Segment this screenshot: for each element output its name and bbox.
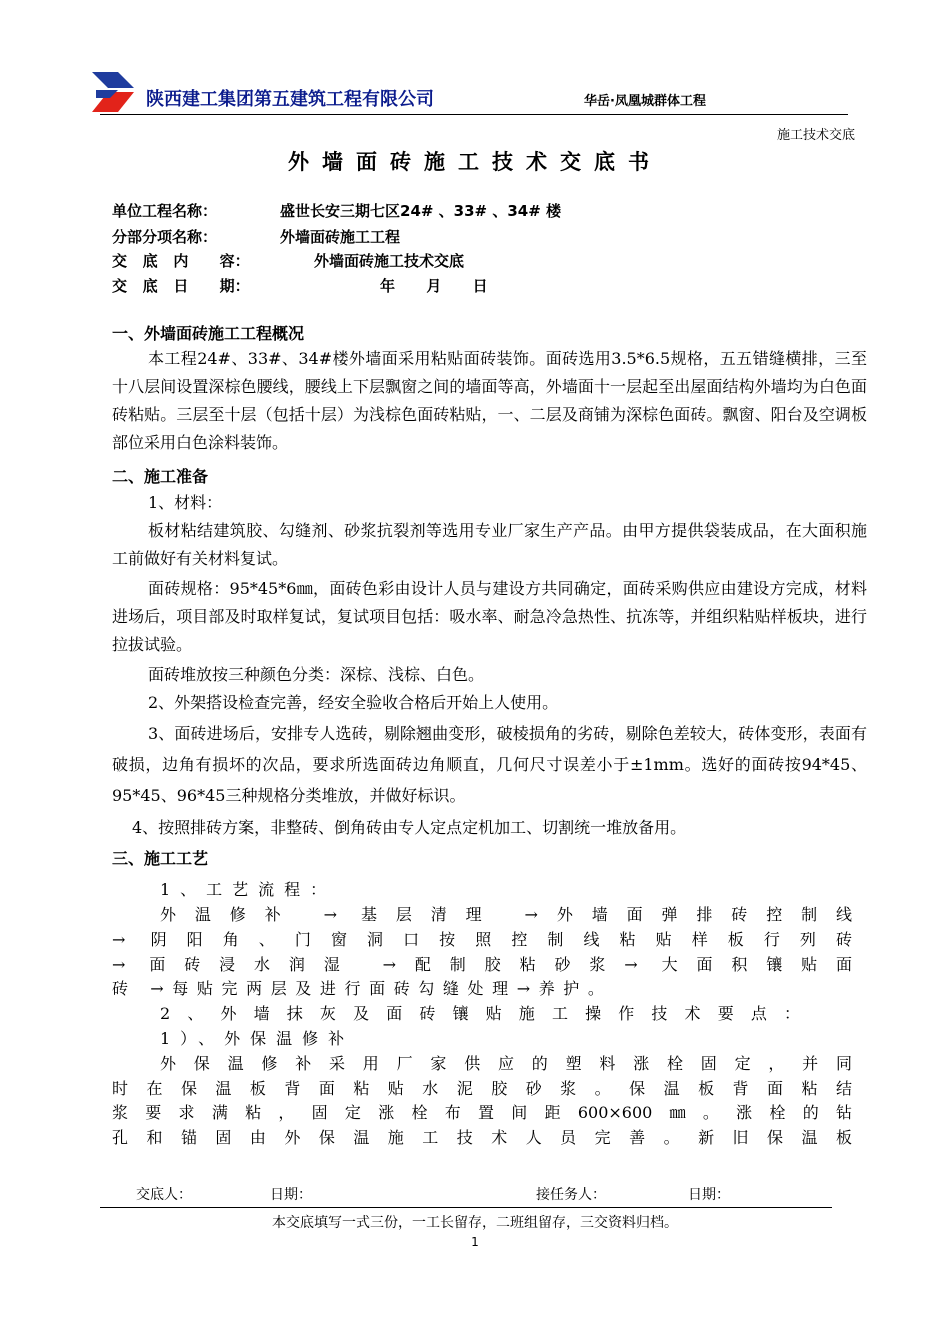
process-flow-line: 砖 →每贴完两层及进行面砖勾缝处理→养护。 [112, 979, 613, 998]
meta-unit-project [112, 200, 561, 221]
process-flow-line: 外温修补 → 基层清理 →外墙面弹排砖控制线 [160, 905, 852, 924]
meta-date [112, 275, 488, 296]
meta-content [112, 250, 465, 271]
meta-label: 单位工程名称： [112, 202, 218, 220]
process-flow-line: → 阴阳角、门窗洞口按照控制线粘贴样板行列砖 [112, 930, 852, 949]
meta-value: 外墙面砖施工工程 [280, 228, 401, 246]
date-label: 日期： [270, 1187, 312, 1203]
received-by-label: 接任务人： [536, 1187, 606, 1203]
company-name: 陕西建工集团第五建筑工程有限公司 [146, 89, 434, 110]
materials-paragraph-2: 面砖规格：95*45*6㎜，面砖色彩由设计人员与建设方共同确定，面砖采购供应由建设方完成，材料进场后，项目部及时取样复试，复试项目包括：吸水率、耐急冷急热性、抗冻等，并组织粘贴样板块，进行拉拔试验。 [112, 579, 867, 654]
insulation-repair-line: 浆要求满粘，固定涨栓布置间距600×600㎜。涨栓的钻 [112, 1103, 852, 1122]
process-flow-line: → 面砖浸水润湿 →配制胶粘砂浆→ 大面积镶贴面 [112, 955, 852, 974]
section-1-paragraph: 本工程24#、33#、34#楼外墙面采用粘贴面砖装饰。面砖选用3.5*6.5规格，五五错缝横排，三至十八层间设置深棕色腰线，腰线上下层飘窗之间的墙面等高，外墙面十一层起至出屋面结构外墙均为白色面砖粘贴。三层至十层（包括十层）为浅棕色面砖粘贴，一、二层及商铺为深棕色面砖。飘窗、阳台及空调板部位采用白色涂料装饰。 [112, 349, 867, 452]
meta-label: 交 底 日 期： [112, 277, 250, 295]
materials-paragraph-3: 面砖堆放按三种颜色分类：深棕、浅棕、白色。 [148, 665, 485, 684]
meta-value: 年 月 日 [380, 277, 488, 295]
insulation-repair-line: 孔和锚固由外保温施工技术人员完善。新旧保温板 [112, 1128, 852, 1147]
process-flow-title: 1、工艺流程： [160, 880, 337, 899]
insulation-repair-line: 时在保温板背面粘贴水泥胶砂浆。保温板背面粘结 [112, 1079, 852, 1098]
prep-item-3: 3、面砖进场后，安排专人选砖，剔除翘曲变形，破棱损角的劣砖，剔除色差较大，砖体变形，表面有破损，边角有损坏的次品，要求所选面砖边角顺直，几何尺寸误差小于±1mm。选好的面砖按94*45、95*45、96*45三种规格分类堆放，并做好标识。 [112, 724, 867, 805]
company-logo-icon [88, 68, 140, 116]
document-type-tag: 施工技术交底 [776, 128, 855, 143]
page-title: 外墙面砖施工技术交底书 [288, 150, 662, 174]
section-3-title: 三、施工工艺 [112, 849, 209, 868]
tech-points-subtitle: 1）、外保温修补 [160, 1029, 355, 1048]
date-label: 日期： [688, 1187, 730, 1203]
project-name: 华岳·凤凰城群体工程 [584, 94, 706, 109]
section-2-title: 二、施工准备 [112, 467, 209, 486]
meta-value: 盛世长安三期七区24# 、33# 、34# 楼 [280, 202, 561, 220]
footer-note: 本交底填写一式三份，一工长留存，二班组留存，三交资料归档。 [272, 1215, 678, 1231]
materials-title: 1、材料： [148, 493, 223, 512]
tech-points-title: 2、外墙抹灰及面砖镶贴施工操作技术要点： [160, 1004, 800, 1023]
meta-subsection [112, 226, 401, 247]
footer-divider [100, 1207, 832, 1208]
section-1-title: 一、外墙面砖施工工程概况 [112, 324, 305, 343]
meta-value: 外墙面砖施工技术交底 [314, 252, 465, 270]
prep-item-2: 2、外架搭设检查完善，经安全验收合格后开始上人使用。 [148, 693, 559, 712]
page-number: 1 [471, 1235, 479, 1249]
prep-item-4: 4、按照排砖方案，非整砖、倒角砖由专人定点定机加工、切割统一堆放备用。 [132, 818, 687, 837]
disclosed-by-label: 交底人： [136, 1187, 192, 1203]
meta-label: 交 底 内 容： [112, 252, 250, 270]
meta-label: 分部分项名称： [112, 228, 218, 246]
materials-paragraph-1: 板材粘结建筑胶、勾缝剂、砂浆抗裂剂等选用专业厂家生产产品。由甲方提供袋装成品，在大面积施工前做好有关材料复试。 [112, 521, 867, 568]
insulation-repair-line: 外保温修补采用厂家供应的塑料涨栓固定，并同 [160, 1054, 852, 1073]
header-divider [100, 114, 848, 115]
